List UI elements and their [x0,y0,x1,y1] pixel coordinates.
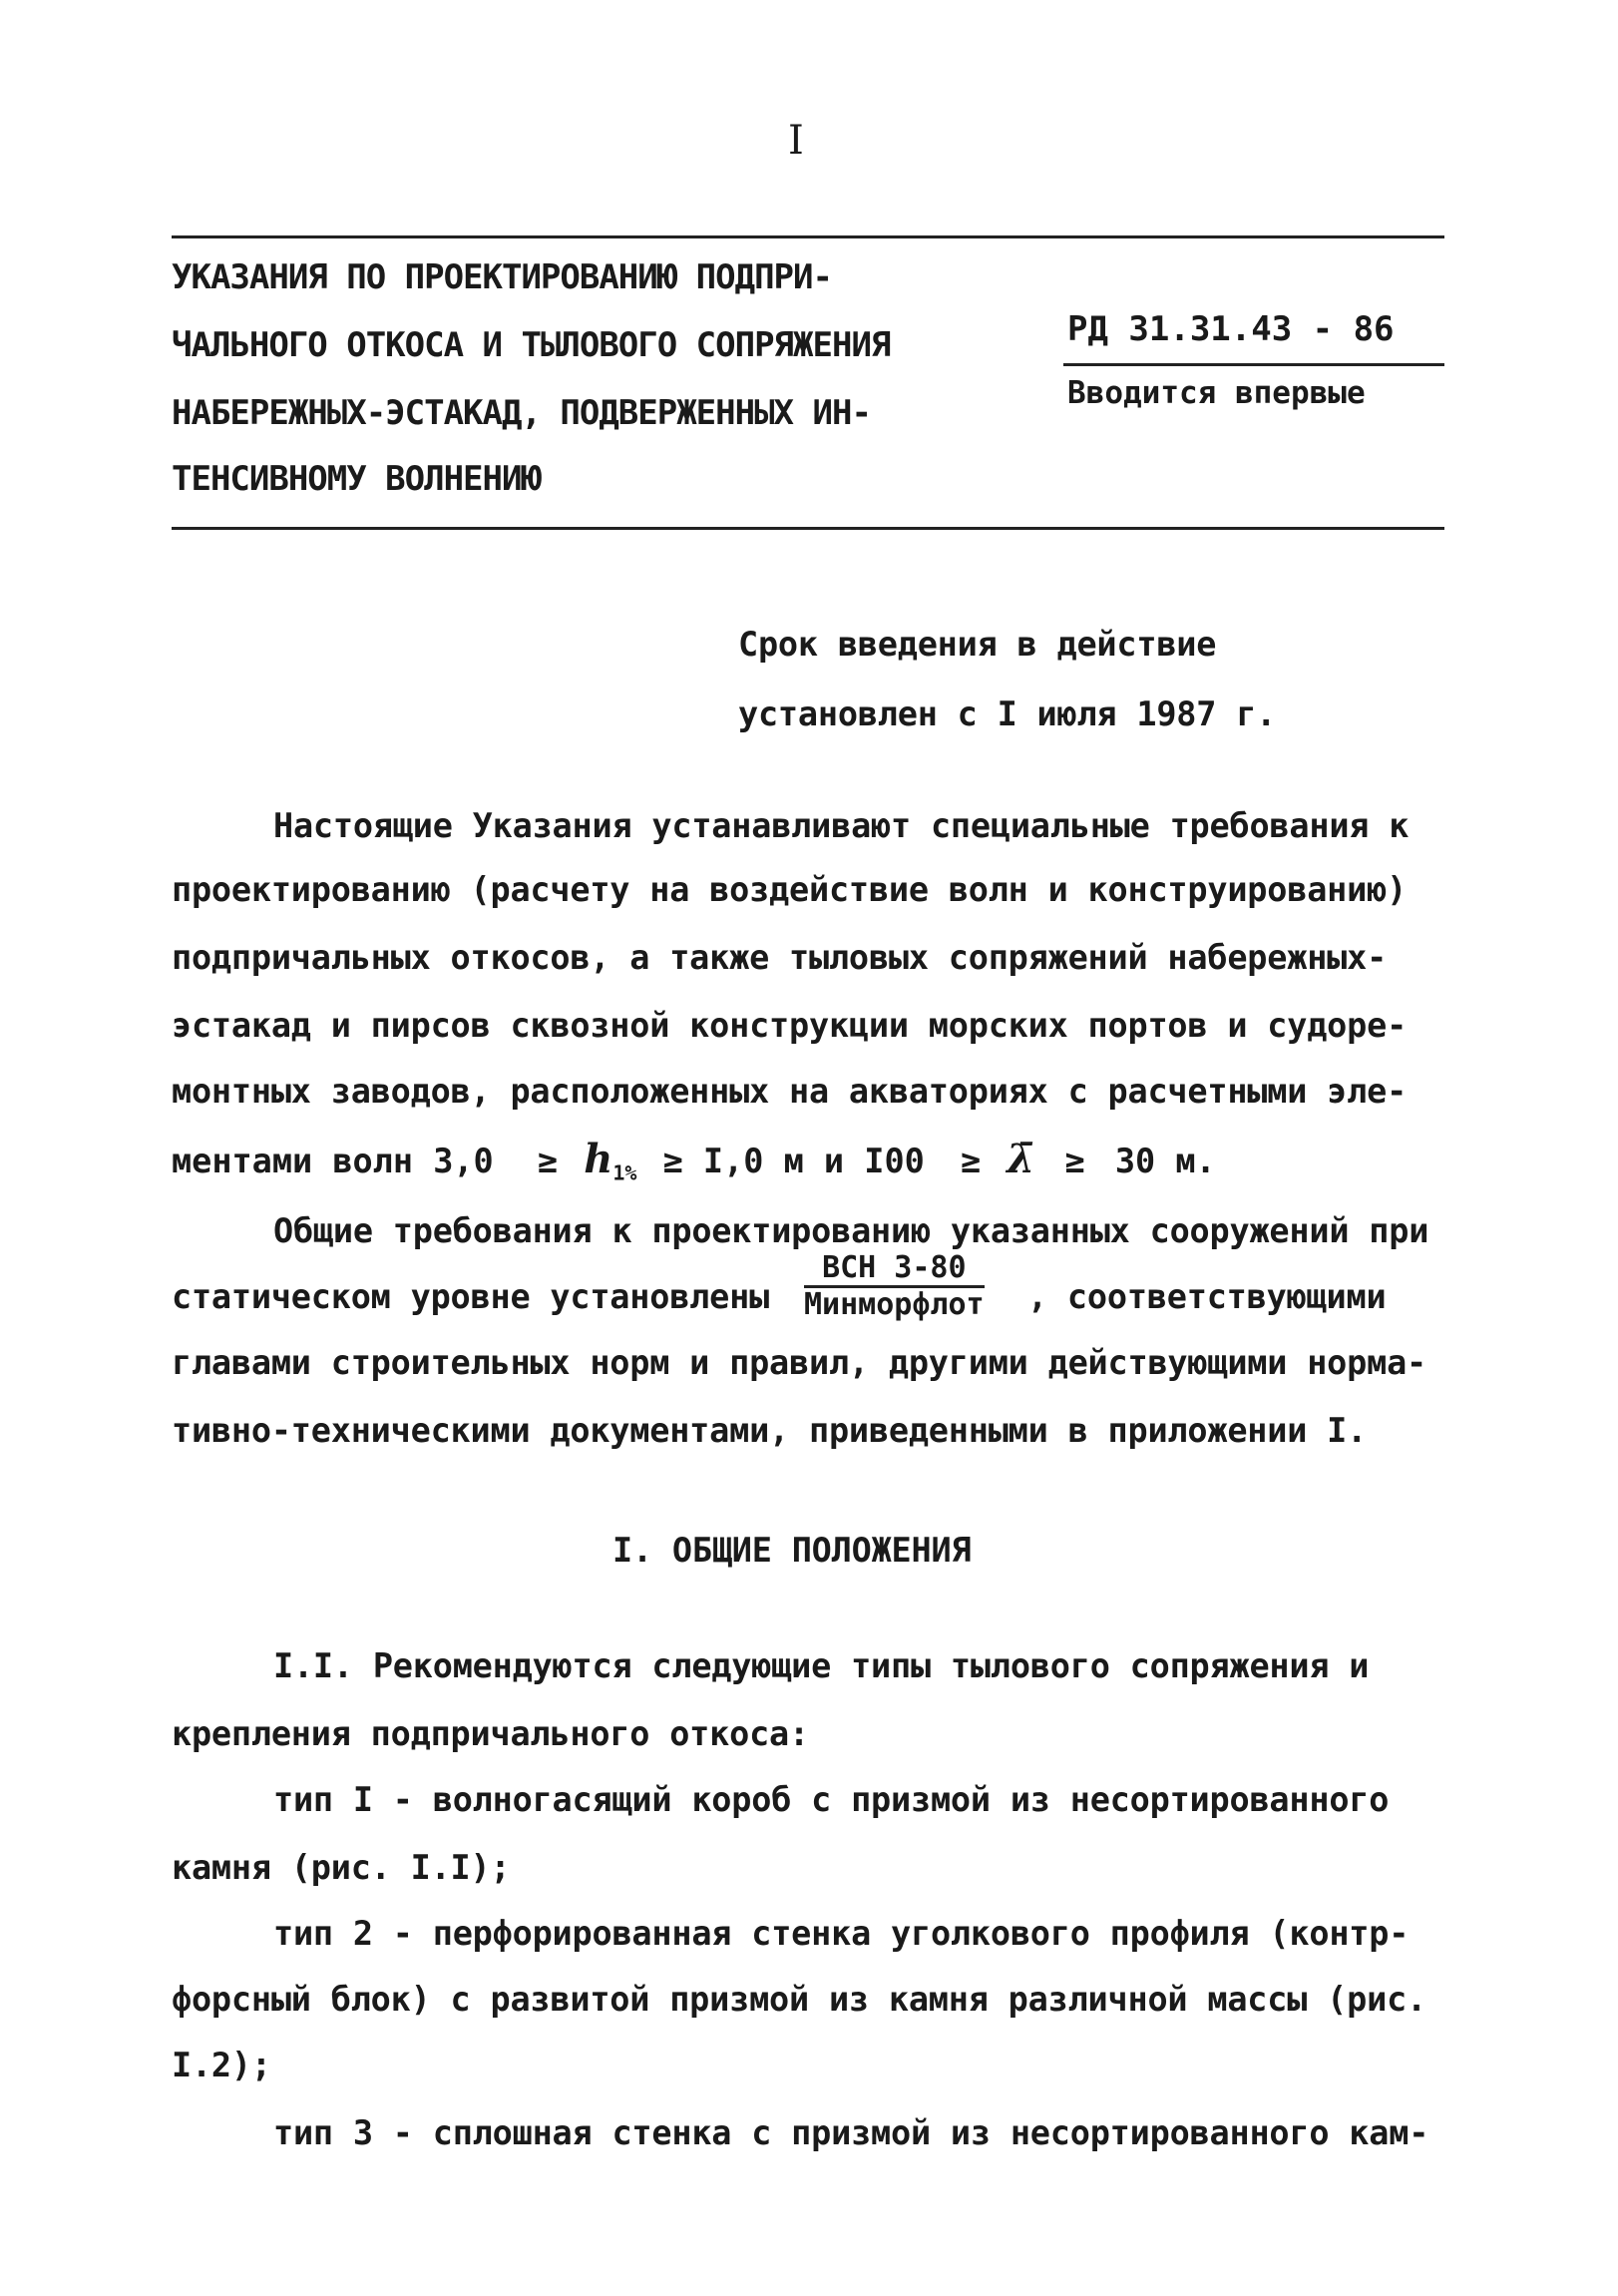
header-top-rule [172,235,1444,238]
title-line-4: ТЕНСИВНОМУ ВОЛНЕНИЮ [172,459,541,499]
title-line-2: ЧАЛЬНОГО ОТКОСА И ТЫЛОВОГО СОПРЯЖЕНИЯ [172,325,891,365]
type-2-line-2: форсный блок) с развитой призмой из камня различной массы (рис. [172,1980,1427,2019]
clause-1-1-line-2: крепления подпричального откоса: [172,1714,809,1753]
lambda-symbol: λ̄ [1007,1136,1035,1182]
ge-sign-3: ≥ [960,1142,982,1180]
h-subscript: 1% [612,1160,637,1185]
type-1-line-2: камня (рис. I.I); [172,1848,511,1887]
ge-sign-1: ≥ [537,1142,559,1180]
page-number: I [788,118,804,164]
clause-1-1-line-1: I.I. Рекомендуются следующие типы тылового сопряжения и [273,1646,1370,1685]
type-1-line-1: тип I - волногасящий короб с призмой из несортированного [273,1780,1390,1819]
intro-note: Вводится впервые [1067,375,1366,411]
ge-sign-2: ≥ [662,1142,683,1180]
h-symbol: h [584,1136,613,1182]
title-line-1: УКАЗАНИЯ ПО ПРОЕКТИРОВАНИЮ ПОДПРИ- [172,257,832,297]
title-line-3: НАБЕРЕЖНЫХ-ЭСТАКАД, ПОДВЕРЖЕННЫХ ИН- [172,393,871,433]
para2-line-1: Общие требования к проектированию указанных сооружений при [273,1211,1429,1250]
header-bottom-rule [172,527,1444,530]
effective-date-line-2: установлен с I июля 1987 г. [738,694,1277,733]
formula-prefix: ментами волн 3,0 [172,1142,494,1180]
para1-line-3: подпричальных откосов, а также тыловых сопряжений набережных- [172,938,1388,977]
para2-line-2-end: , соответствующими [1027,1277,1387,1316]
fraction-vsn [804,1250,985,1322]
fraction-denominator: Минморфлот [804,1287,985,1322]
code-underline [1063,363,1444,366]
para2-line-2-start: статическом уровне установлены [172,1277,770,1316]
para2-line-4: тивно-техническими документами, приведенными в приложении I. [172,1411,1368,1450]
formula-suffix: 30 м. [1114,1142,1216,1180]
type-3-line-1: тип 3 - сплошная стенка с призмой из несортированного кам- [273,2113,1429,2152]
document-code: РД 31.31.43 - 86 [1067,309,1395,349]
para1-line-2: проектированию (расчету на воздействие волн и конструированию) [172,870,1408,909]
formula-mid: I,0 м и I00 [702,1142,925,1180]
effective-date-line-1: Срок введения в действие [738,625,1217,664]
fraction-numerator: ВСН 3-80 [804,1253,985,1288]
type-2-line-3: I.2); [172,2046,271,2084]
section-title: I. ОБЩИЕ ПОЛОЖЕНИЯ [612,1531,972,1570]
ge-sign-4: ≥ [1064,1142,1085,1180]
para2-line-3: главами строительных норм и правил, другими действующими норма- [172,1343,1427,1382]
type-2-line-1: тип 2 - перфорированная стенка уголкового профиля (контр- [273,1914,1410,1953]
para1-line-4: эстакад и пирсов сквозной конструкции морских портов и судоре- [172,1006,1408,1045]
para1-line-5: монтных заводов, расположенных на акваториях с расчетными эле- [172,1072,1408,1111]
formula-line [172,1136,1216,1185]
para1-line-1: Настоящие Указания устанавливают специальные требования к [273,806,1410,845]
